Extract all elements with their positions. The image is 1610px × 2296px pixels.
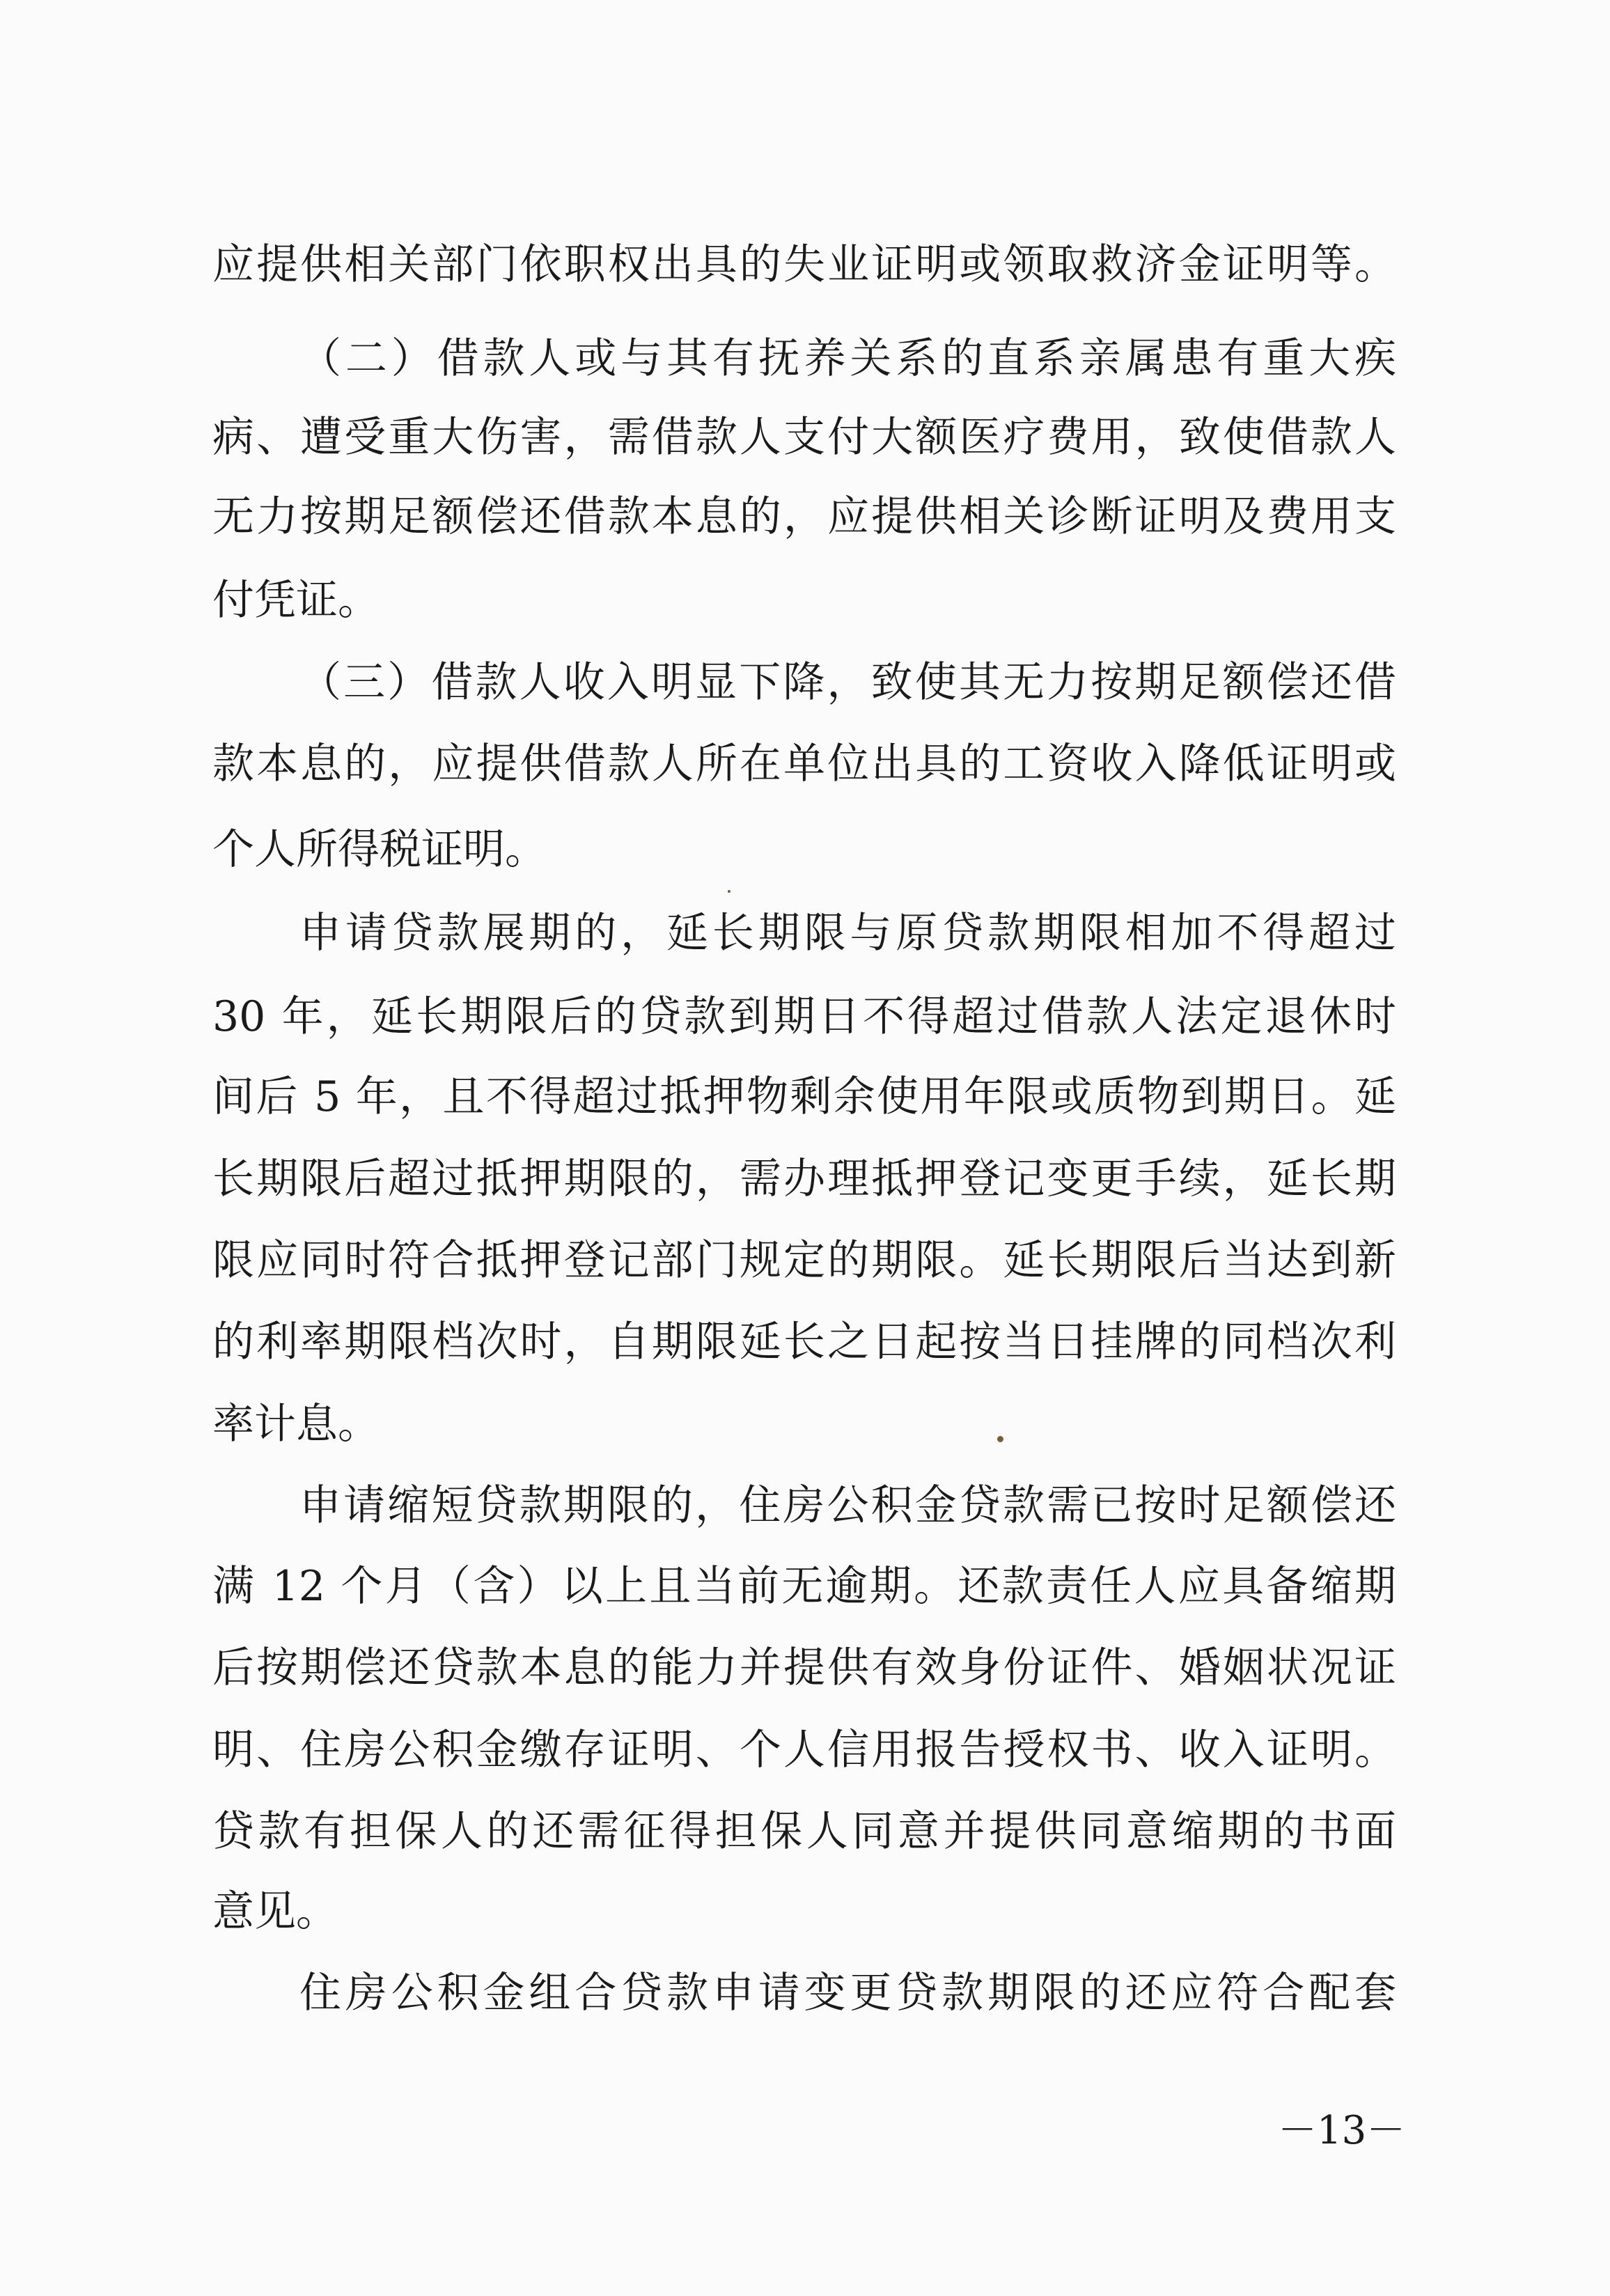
text-line: 住房公积金组合贷款申请变更贷款期限的还应符合配套 [299, 1969, 1396, 2017]
text-line: 个人所得税证明。 [212, 825, 547, 874]
text-line: 间后 5 年，且不得超过抵押物剩余使用年限或质物到期日。延 [212, 1072, 1396, 1121]
text-line: 长期限后超过抵押期限的，需办理抵押登记变更手续，延长期 [212, 1155, 1396, 1203]
text-line: 付凭证。 [212, 576, 380, 625]
text-line: 30 年，延长期限后的贷款到期日不得超过借款人法定退休时 [212, 992, 1396, 1041]
text-line: 贷款有担保人的还需征得担保人同意并提供同意缩期的书面 [212, 1807, 1396, 1856]
text-line: 限应同时符合抵押登记部门规定的期限。延长期限后当达到新 [212, 1236, 1396, 1285]
text-line: 明、住房公积金缴存证明、个人信用报告授权书、收入证明。 [212, 1726, 1396, 1774]
text-line: 满 12 个月（含）以上且当前无逾期。还款责任人应具备缩期 [212, 1562, 1396, 1611]
text-line: 申请贷款展期的，延长期限与原贷款期限相加不得超过 [299, 909, 1396, 958]
text-line: （二）借款人或与其有抚养关系的直系亲属患有重大疾 [299, 334, 1396, 383]
text-line: 申请缩短贷款期限的，住房公积金贷款需已按时足额偿还 [299, 1481, 1396, 1530]
text-line: 的利率期限档次时，自期限延长之日起按当日挂牌的同档次利 [212, 1318, 1396, 1366]
text-line: （三）借款人收入明显下降，致使其无力按期足额偿还借 [299, 658, 1396, 707]
text-line: 款本息的，应提供借款人所在单位出具的工资收入降低证明或 [212, 740, 1396, 788]
scan-speck [728, 890, 730, 893]
text-line: 意见。 [212, 1887, 338, 1936]
text-line: 后按期偿还贷款本息的能力并提供有效身份证件、婚姻状况证 [212, 1643, 1396, 1692]
text-line: 应提供相关部门依职权出具的失业证明或领取救济金证明等。 [212, 240, 1396, 289]
text-line: 病、遭受重大伤害，需借款人支付大额医疗费用，致使借款人 [212, 413, 1396, 462]
text-line: 率计息。 [212, 1400, 380, 1448]
scan-speck [997, 1436, 1003, 1442]
text-line: 无力按期足额偿还借款本息的，应提供相关诊断证明及费用支 [212, 492, 1396, 541]
page-number: －13－ [1278, 2108, 1406, 2153]
